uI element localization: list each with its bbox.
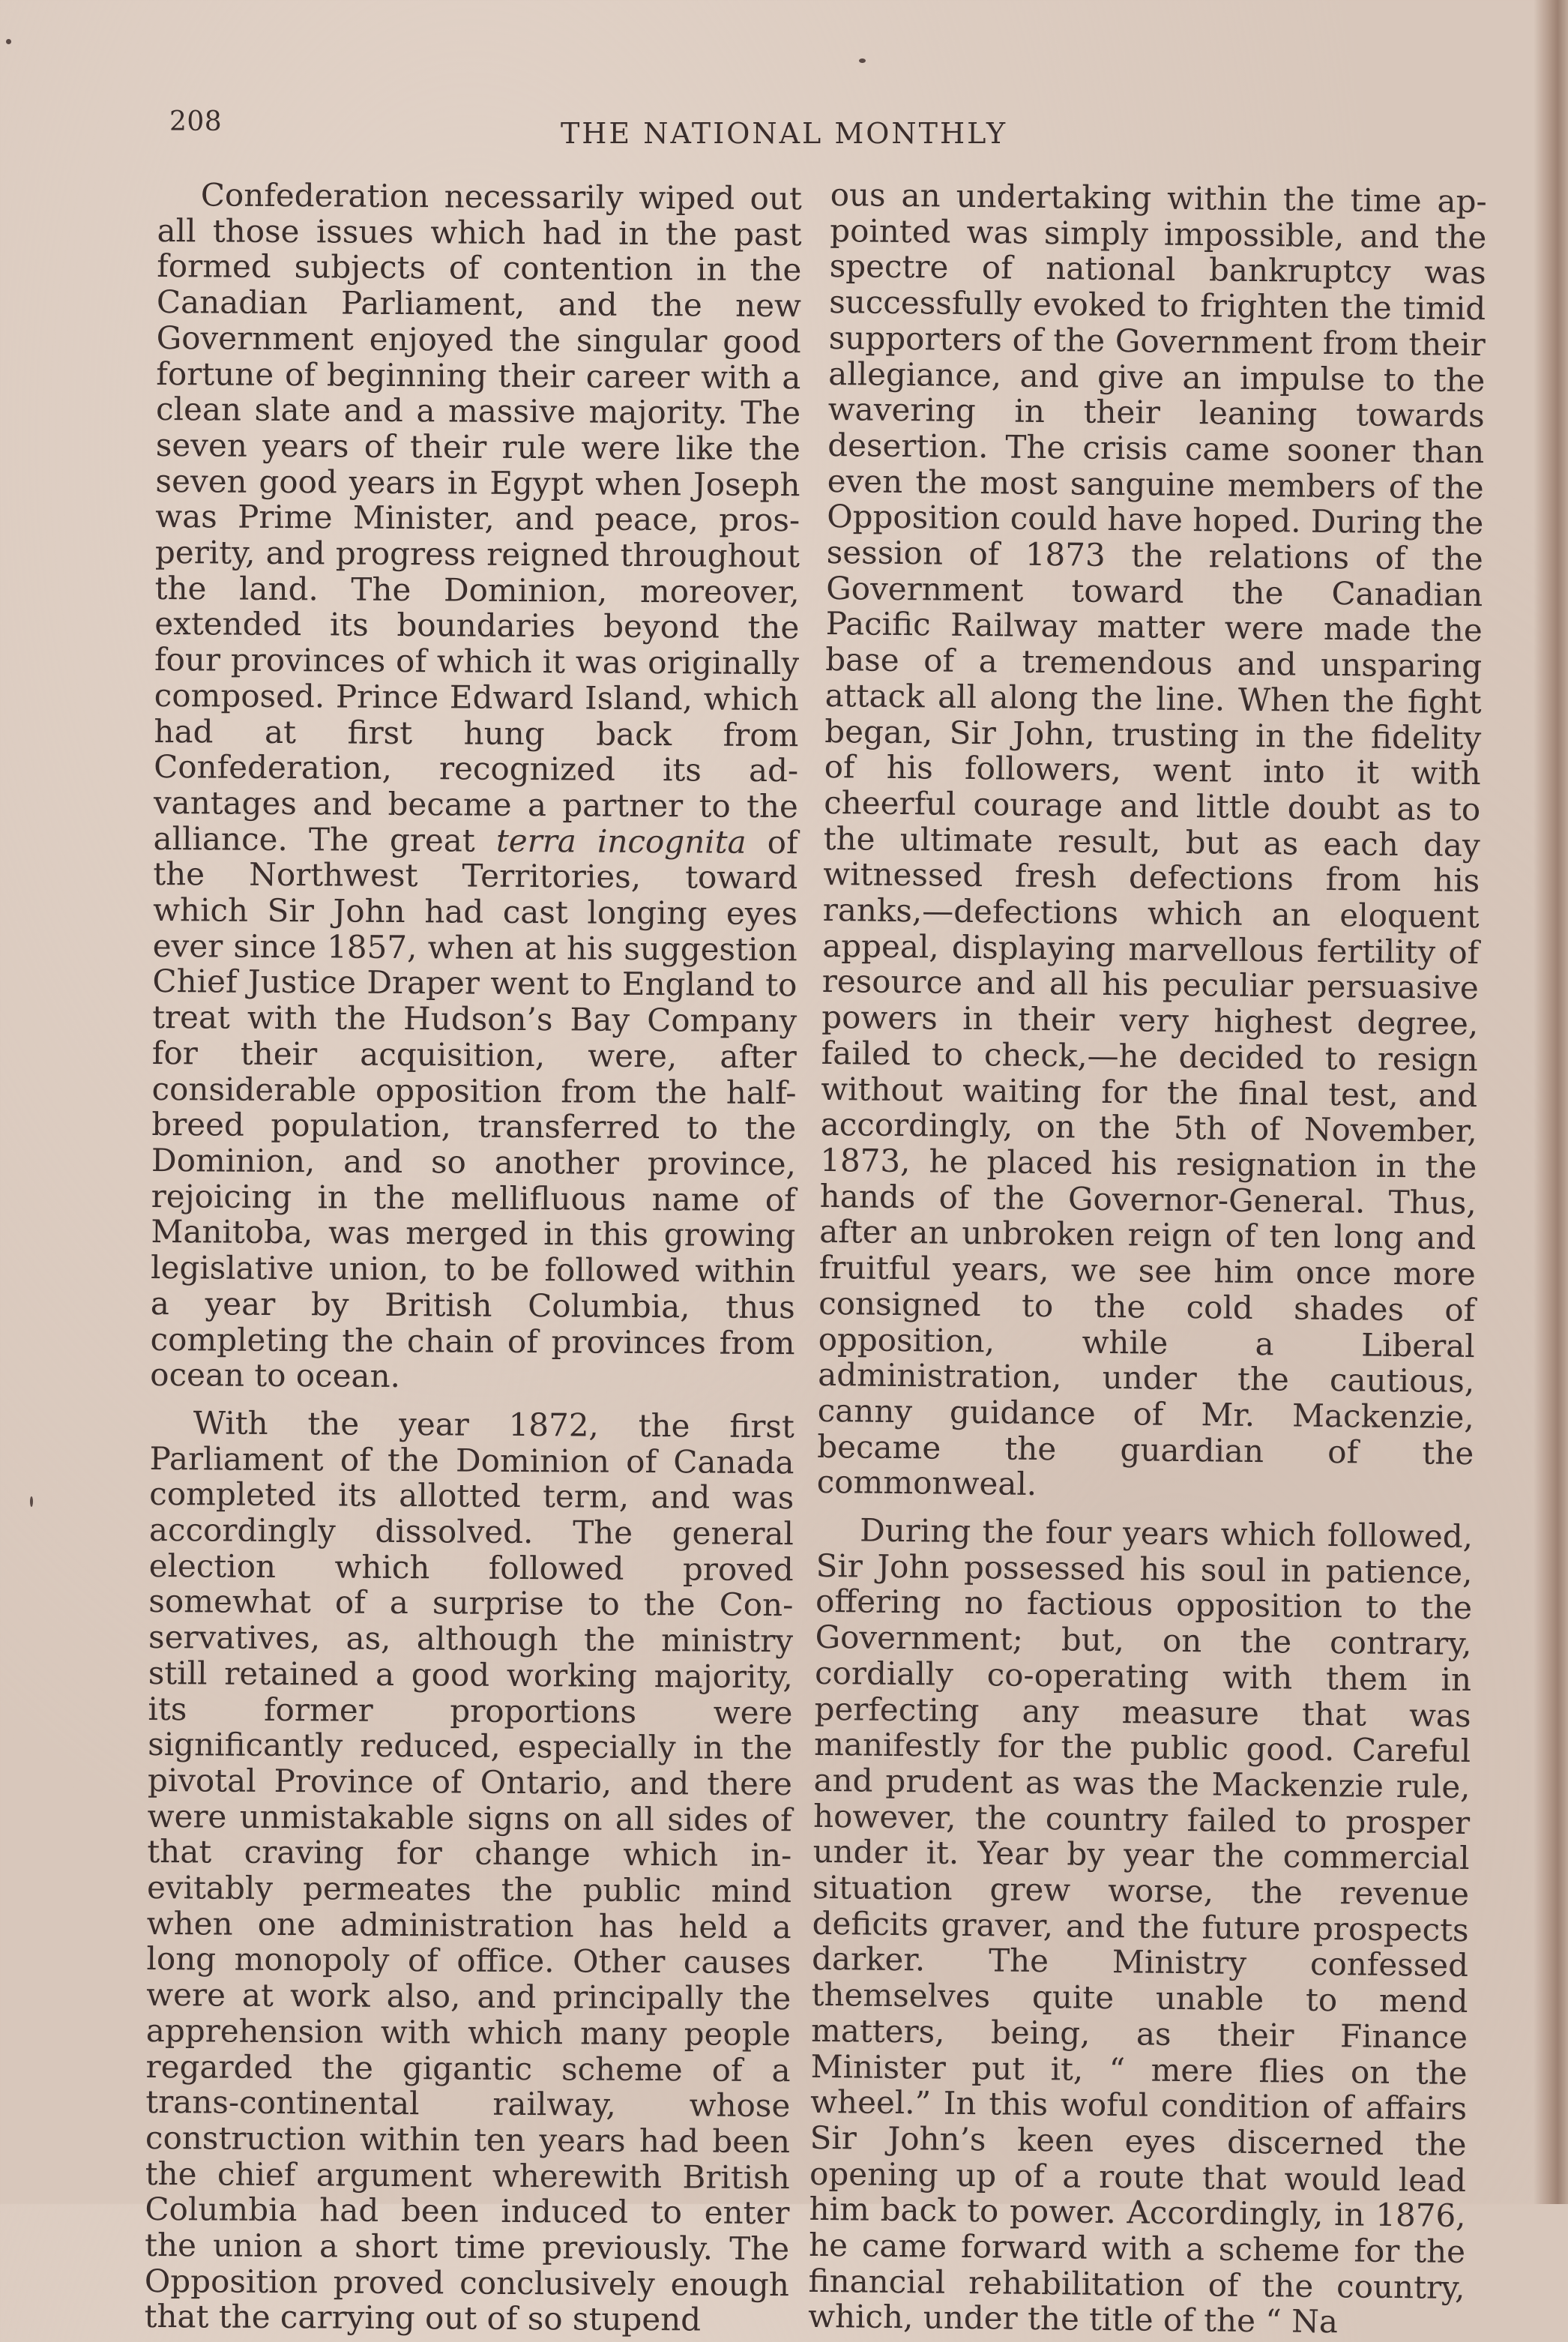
paragraph-text: Confederation necessarily wiped out all those issues which had in the past formed subjects of contention in the Canadian Parliament, and the new Government enjoyed the singular good fortune of beginning their career with a clean slate and a massive majority. The seven years of their rule were like the seven good years in Egypt when Joseph was Prime Minister, and peace, prosperity, and progress reigned throughout the land. The Dominion, moreover, extended its boundaries beyond the four provinces of which it was originally composed. Prince Edward Island, which had at first hung back from Confederation, recognized its advantages and became a partner to the alliance. The great (153, 176, 802, 859)
paragraph: During the four years which followed, Sir John possessed his soul in patience, offering no factious opposition to the Government; but, on the contrary, cordially co-operating with them in perfecting any measure that was manifestly for the public good. Careful and prudent as was the Mackenzie rule, however, the country failed to prosper under it. Year by year the commercial situation grew worse, the revenue deficits graver, and the future prospects darker. The Ministry confessed themselves quite unable to mend matters, being, as their Finance Minister put it, “ mere flies on the wheel.” In this woful condition of affairs Sir John’s keen eyes discerned the opening up of a route that would lead him back to power. Accordingly, in 1876, he came forward with a scheme for the financial rehabilitation of the country, which, under the title of the “ Na (807, 1511, 1474, 2341)
running-title: THE NATIONAL MONTHLY (560, 117, 1008, 150)
page-number: 208 (169, 106, 223, 137)
paragraph: With the year 1872, the first Parliament of the Dominion of Canada completed its allotted term, and was accordingly dissolved. The general election which followed proved somewhat of a surprise to the Conservatives, as, although the ministry still retained a good working majority, its former proportions were significantly reduced, especially in the pivotal Province of Ontario, and there were unmistakable signs on all sides of that craving for change which inevitably permeates the public mind when one administration has held a long monopoly of office. Other causes were at work also, and principally the apprehension with which many people regarded the gigantic scheme of a trans-continental railway, whose construction within ten years had been the chief argument wherewith British Columbia had been induced to enter the union a short time previously. The Opposition proved conclusively enough that the carrying out of so stupend (144, 1404, 794, 2338)
left-column (144, 177, 802, 2338)
ink-speck (6, 39, 11, 44)
paragraph: ous an undertaking within the time appointed was simply impossible, and the spectre of national bankruptcy was successfully evoked to frighten the timid supporters of the Government from their allegiance, and give an impulse to the wavering in their leaning towards desertion. The crisis came sooner than even the most sanguine members of the Opposition could have hoped. During the session of 1873 the relations of the Government toward the Canadian Pacific Railway matter were made the base of a tremendous and unsparing attack all along the line. When the fight began, Sir John, trusting in the fidelity of his followers, went into it with cheerful courage and little doubt as to the ultimate result, but as each day witnessed fresh defections from his ranks,—defections which an eloquent appeal, displaying marvellous fertility of resource and all his peculiar persuasive powers in their very highest degree, failed to check,—he decided to resign without waiting for the final test, and accordingly, on the 5th of November, 1873, he placed his resignation in the hands of the Governor-General. Thus, after an unbroken reign of ten long and fruitful years, we see him once more consigned to the cold shades of opposition, while a Liberal administration, under the cautious, canny guidance of Mr. Mackenzie, became the guardian of the commonweal. (816, 176, 1487, 1503)
paragraph (150, 177, 802, 1397)
ink-speck (30, 1496, 33, 1507)
page-edge-shadow (1534, 0, 1568, 2204)
paragraph-text: of the Northwest Territories, toward which Sir John had cast longing eyes ever since 1857, when at his suggestion Chief Justice Draper went to England to treat with the Hudson’s Bay Company for their acquisition, were, after considerable opposition from the half-breed population, transferred to the Dominion, and so another province, rejoicing in the mellifluous name of Manitoba, was merged in this growing legislative union, to be followed within a year by British Columbia, thus completing the chain of provinces from ocean to ocean. (150, 823, 798, 1395)
right-column (808, 177, 1487, 2341)
ink-speck (859, 58, 866, 63)
italic-phrase: terra incognita (495, 822, 747, 861)
